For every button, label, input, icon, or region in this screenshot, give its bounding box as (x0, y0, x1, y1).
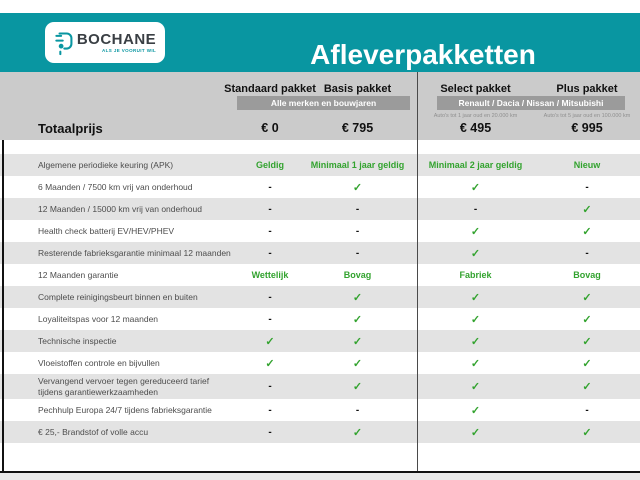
feature-value-cell (417, 204, 534, 215)
feature-value-cell (534, 160, 640, 170)
feature-label: Health check batterij EV/HEV/PHEV (38, 225, 175, 236)
feature-value-cell (417, 225, 534, 238)
price-standaard-pakket: € 0 (261, 121, 279, 135)
total-price-label: Totaalprijs (38, 120, 103, 136)
feature-value-cell (534, 426, 640, 439)
check-icon: ✓ (470, 225, 481, 238)
feature-value-cell (235, 357, 305, 370)
check-icon: ✓ (470, 381, 481, 394)
dash-icon: - (585, 247, 589, 259)
header-bar (0, 13, 640, 72)
feature-value-cell (534, 335, 640, 348)
feature-label: Resterende fabrieksgarantie minimaal 12 maanden (38, 247, 231, 258)
feature-value-cell (417, 291, 534, 304)
feature-label: Pechhulp Europa 24/7 tijdens fabrieksgarantie (38, 404, 212, 415)
feature-value-cell (534, 405, 640, 416)
dash-icon: - (355, 404, 360, 416)
check-icon: ✓ (352, 381, 363, 394)
feature-value-text: Geldig (255, 160, 284, 170)
feature-value-text: Minimaal 1 jaar geldig (310, 160, 405, 170)
bochane-logo (45, 22, 165, 63)
feature-value-cell (534, 203, 640, 216)
column-header-select: Select pakket (440, 83, 511, 95)
feature-value-cell (417, 357, 534, 370)
dash-icon: - (355, 247, 360, 259)
feature-value-cell (235, 292, 305, 303)
check-icon: ✓ (265, 335, 275, 348)
column-gap (410, 82, 417, 96)
logo-text (77, 32, 156, 54)
column-header-row (0, 82, 640, 96)
dash-icon: - (268, 225, 272, 237)
feature-value-cell (534, 380, 640, 393)
feature-value-cell (235, 270, 305, 280)
feature-value-cell (235, 248, 305, 259)
feature-value-cell (305, 248, 410, 259)
feature-value-text: Wettelijk (251, 270, 289, 280)
check-icon: ✓ (352, 181, 363, 194)
feature-value-text: Bovag (343, 270, 372, 280)
table-left-border (2, 140, 4, 473)
feature-comparison-table (0, 154, 640, 443)
feature-value-cell (417, 270, 534, 280)
package-header-panel (0, 72, 640, 140)
check-icon: ✓ (470, 357, 481, 370)
feature-value-cell (417, 380, 534, 393)
feature-value-cell (417, 181, 534, 194)
feature-value-cell (305, 380, 410, 393)
dash-icon: - (473, 203, 478, 215)
column-header-spacer (0, 82, 235, 96)
check-icon: ✓ (352, 357, 363, 370)
table-row (0, 330, 640, 352)
note-select-pakket: Auto's tot 1 jaar oud en 20.000 km (433, 113, 518, 119)
feature-value-cell (305, 357, 410, 370)
check-icon: ✓ (352, 335, 363, 348)
dash-icon: - (355, 203, 360, 215)
feature-value-cell (235, 226, 305, 237)
feature-value-cell (235, 335, 305, 348)
feature-label: Complete reinigingsbeurt binnen en buiten (38, 291, 198, 302)
check-icon: ✓ (470, 247, 481, 260)
table-row (0, 352, 640, 374)
feature-value-cell (534, 225, 640, 238)
check-icon: ✓ (582, 313, 592, 326)
feature-value-cell (534, 357, 640, 370)
check-icon: ✓ (582, 291, 592, 304)
feature-value-cell (305, 204, 410, 215)
feature-value-cell (305, 270, 410, 280)
feature-label: Vloeistoffen controle en bijvullen (38, 357, 160, 368)
table-row (0, 308, 640, 330)
feature-label: 12 Maanden garantie (38, 269, 119, 280)
dash-icon: - (268, 203, 272, 215)
feature-value-cell (305, 313, 410, 326)
table-row (0, 421, 640, 443)
table-row (0, 154, 640, 176)
feature-value-cell (417, 313, 534, 326)
logo-tagline: ALS JE VOORUIT WIL (101, 47, 157, 53)
feature-value-text: Fabriek (459, 270, 492, 280)
table-row (0, 176, 640, 198)
feature-value-cell (305, 335, 410, 348)
dash-icon: - (268, 381, 272, 393)
feature-value-cell (417, 335, 534, 348)
feature-label: 12 Maanden / 15000 km vrij van onderhoud (38, 203, 202, 214)
dash-icon: - (268, 404, 272, 416)
check-icon: ✓ (582, 225, 592, 238)
dash-icon: - (268, 247, 272, 259)
feature-value-cell (534, 313, 640, 326)
feature-value-cell (235, 427, 305, 438)
table-row (0, 220, 640, 242)
feature-value-text: Bovag (573, 270, 601, 280)
table-row (0, 286, 640, 308)
logo-wordmark: BOCHANE (76, 30, 157, 48)
check-icon: ✓ (470, 426, 481, 439)
check-icon: ✓ (352, 291, 363, 304)
feature-value-cell (235, 405, 305, 416)
table-row (0, 264, 640, 286)
check-icon: ✓ (582, 426, 592, 439)
check-icon: ✓ (265, 357, 275, 370)
feature-value-cell (305, 226, 410, 237)
column-divider-line (417, 72, 418, 473)
check-icon: ✓ (582, 335, 592, 348)
feature-label: Loyaliteitspas voor 12 maanden (38, 313, 159, 324)
banner-renault-dacia-nissan-mitsubishi: Renault / Dacia / Nissan / Mitsubishi (437, 96, 625, 110)
feature-value-cell (235, 160, 305, 170)
price-select-pakket: € 495 (459, 121, 492, 135)
feature-value-cell (534, 248, 640, 259)
feature-value-cell (235, 204, 305, 215)
feature-value-text: Minimaal 2 jaar geldig (428, 160, 523, 170)
feature-label: 6 Maanden / 7500 km vrij van onderhoud (38, 181, 193, 192)
feature-label: Technische inspectie (38, 335, 117, 346)
total-price-row (0, 119, 640, 137)
check-icon: ✓ (470, 335, 481, 348)
check-icon: ✓ (470, 313, 481, 326)
feature-value-cell (235, 182, 305, 193)
dash-icon: - (268, 181, 272, 193)
check-icon: ✓ (582, 357, 592, 370)
table-row (0, 242, 640, 264)
feature-value-cell (417, 404, 534, 417)
check-icon: ✓ (470, 291, 481, 304)
feature-value-cell (305, 291, 410, 304)
top-strip (0, 0, 640, 13)
dash-icon: - (355, 225, 360, 237)
feature-value-text: Nieuw (573, 160, 601, 170)
column-header-standaard: Standaard pakket (224, 83, 316, 95)
check-icon: ✓ (470, 404, 481, 417)
feature-value-cell (417, 426, 534, 439)
column-gap (410, 119, 417, 137)
dash-icon: - (268, 426, 272, 438)
feature-value-cell (305, 405, 410, 416)
column-header-plus: Plus pakket (556, 83, 618, 95)
check-icon: ✓ (352, 426, 363, 439)
price-plus-pakket: € 995 (571, 121, 603, 135)
check-icon: ✓ (582, 203, 592, 216)
dash-icon: - (585, 404, 589, 416)
footer-strip (0, 473, 640, 480)
page-title: Afleverpakketten (310, 39, 536, 70)
banner-all-brands: Alle merken en bouwjaren (237, 96, 410, 110)
check-icon: ✓ (470, 181, 481, 194)
feature-label: Algemene periodieke keuring (APK) (38, 159, 174, 170)
feature-value-cell (305, 181, 410, 194)
feature-value-cell (417, 160, 534, 170)
dash-icon: - (585, 181, 589, 193)
feature-label: € 25,- Brandstof of volle accu (38, 426, 149, 437)
feature-value-cell (305, 426, 410, 439)
feature-value-cell (534, 291, 640, 304)
bochane-mark-icon (54, 30, 73, 56)
table-row (0, 399, 640, 421)
table-row (0, 374, 640, 399)
feature-value-cell (534, 270, 640, 280)
feature-value-cell (305, 160, 410, 170)
check-icon: ✓ (582, 381, 592, 394)
feature-label: Vervangend vervoer tegen gereduceerd tarief tijdens garantiewerkzaamheden (38, 376, 210, 397)
dash-icon: - (268, 313, 272, 325)
table-row (0, 198, 640, 220)
feature-value-cell (534, 182, 640, 193)
feature-value-cell (417, 247, 534, 260)
price-basis-pakket: € 795 (341, 121, 374, 135)
check-icon: ✓ (352, 313, 363, 326)
feature-value-cell (235, 381, 305, 392)
feature-value-cell (235, 314, 305, 325)
column-header-basis: Basis pakket (323, 83, 392, 95)
dash-icon: - (268, 291, 272, 303)
note-plus-pakket: Auto's tot 5 jaar oud en 100.000 km (543, 113, 631, 119)
